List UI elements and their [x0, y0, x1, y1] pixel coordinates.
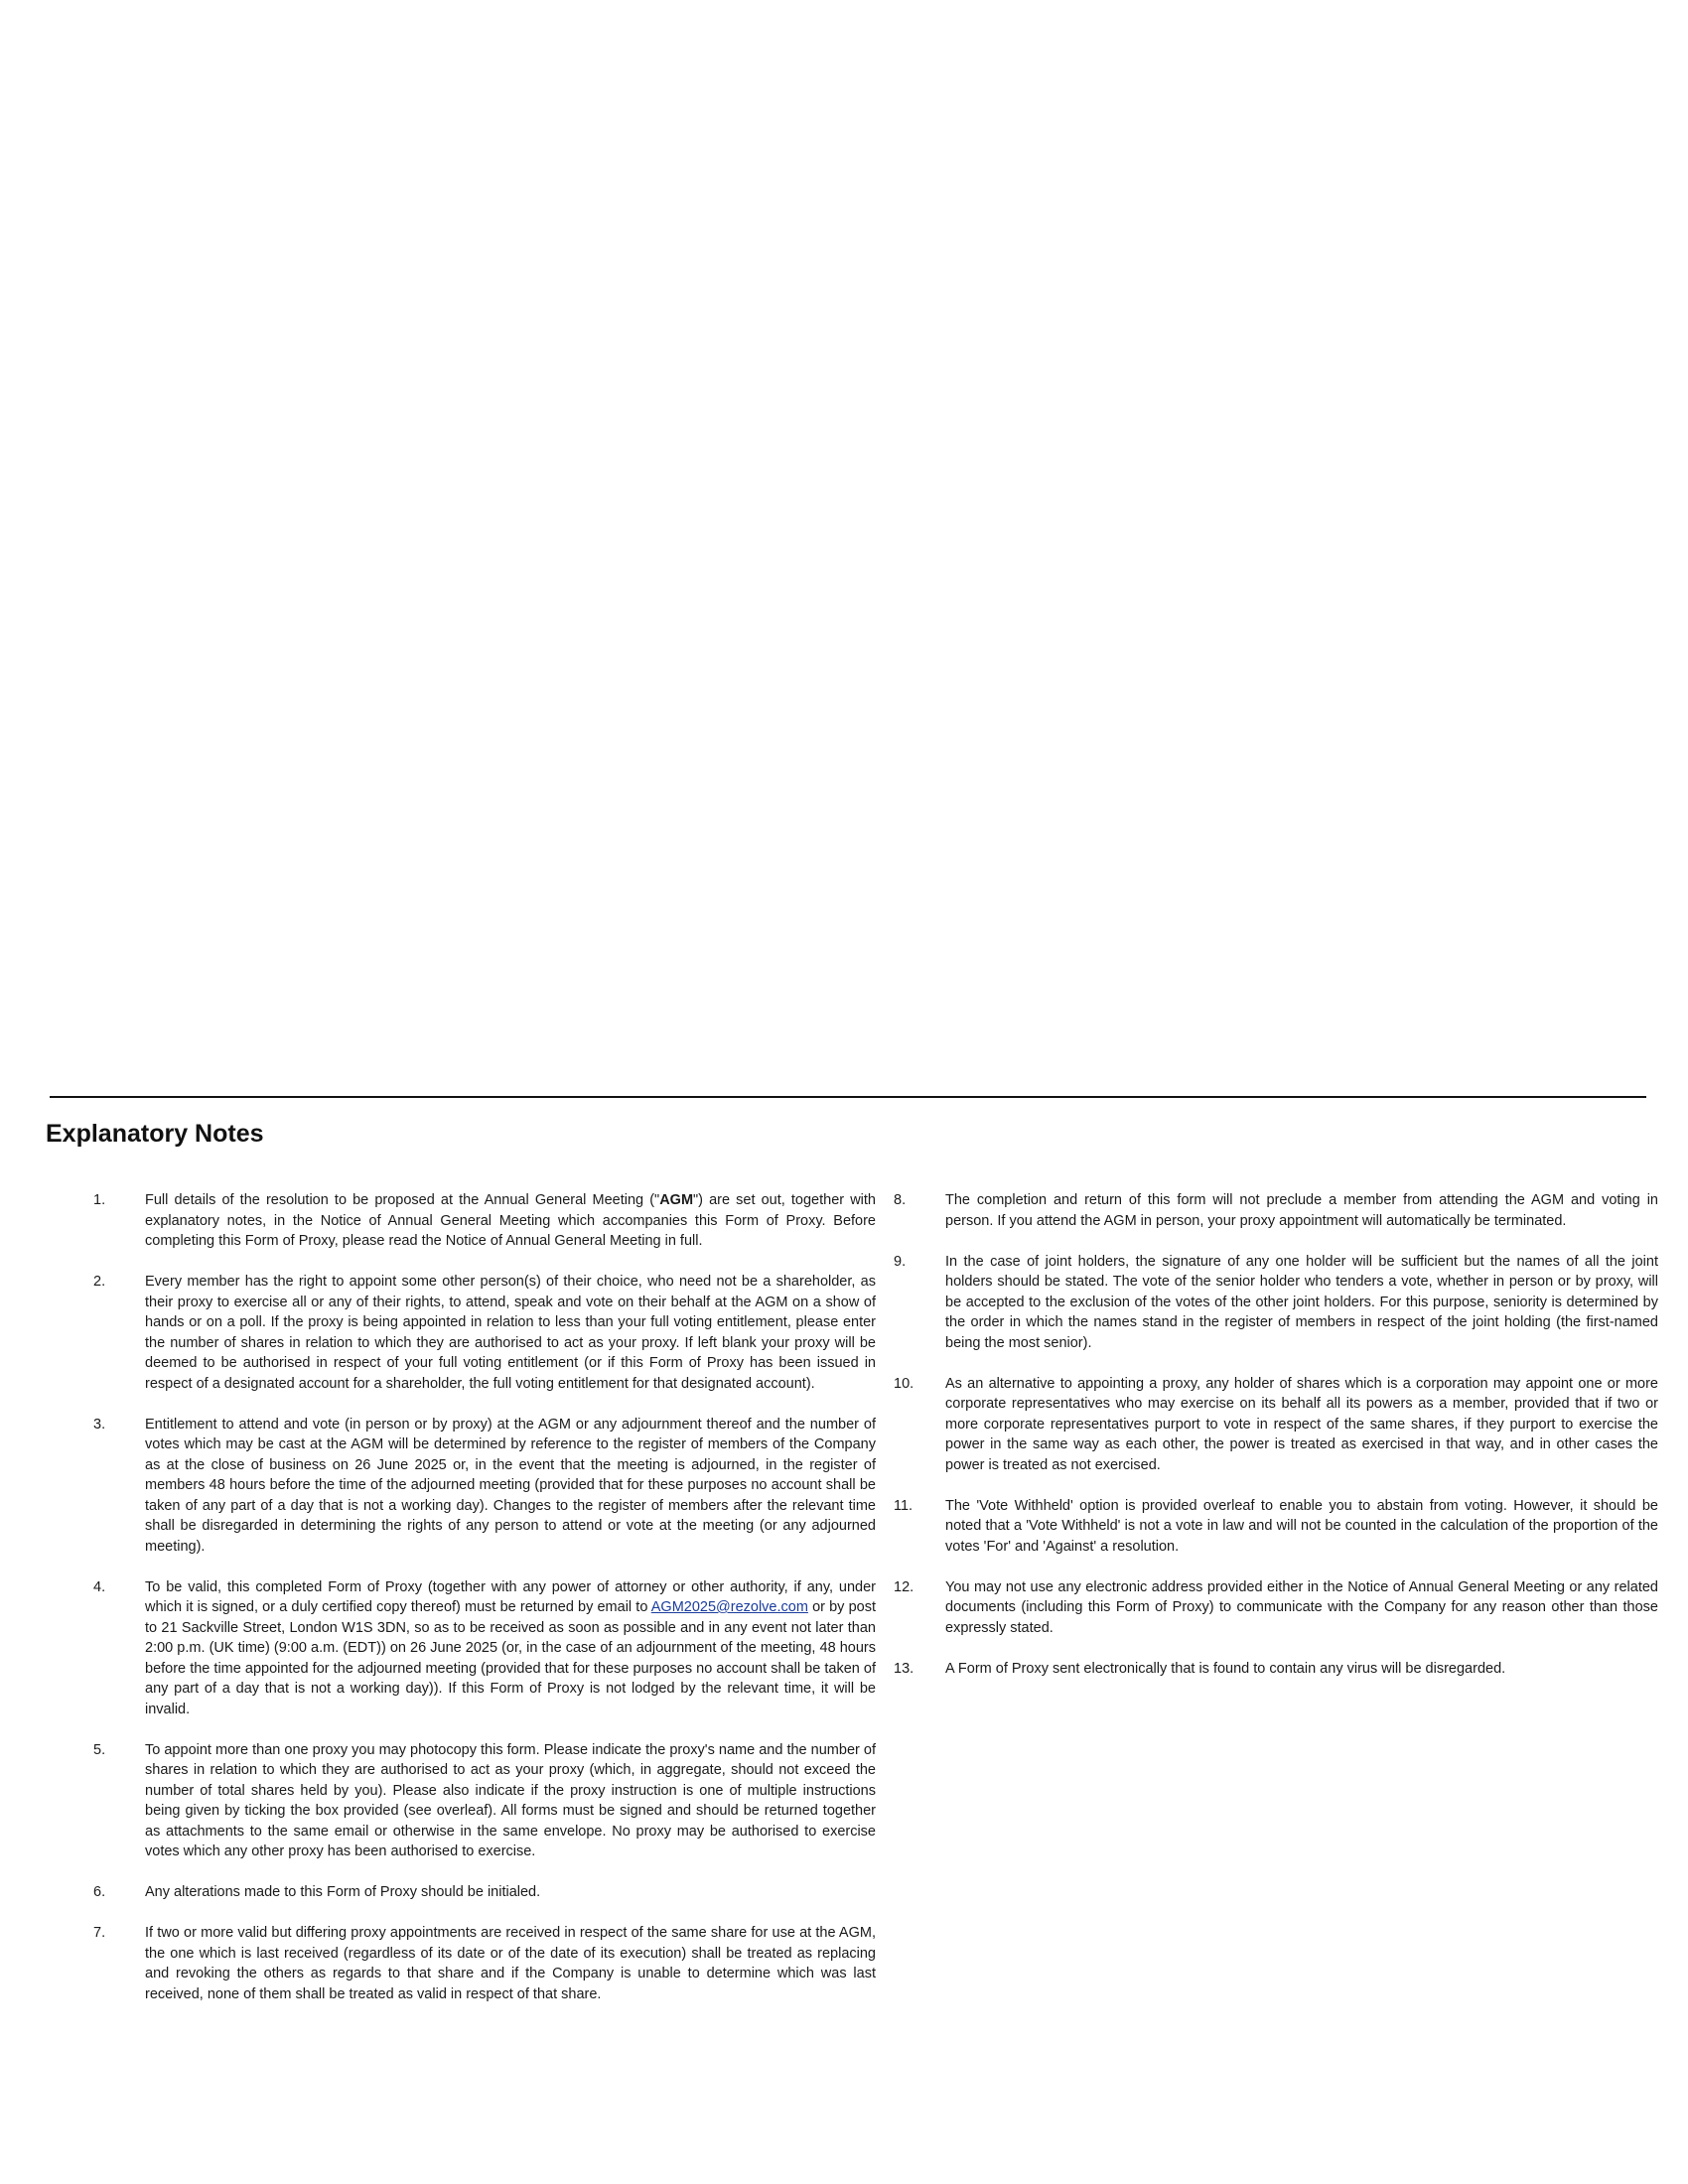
note-number: 13.	[894, 1660, 914, 1677]
note-text: You may not use any electronic address provided either in the Notice of Annual General Meeting or any related documents (including this Form of Proxy) to communicate with the Company for any reason other than those expressly stated.	[945, 1578, 1658, 1636]
note-text: Entitlement to attend and vote (in person or by proxy) at the AGM or any adjournment thereof and the number of votes which may be cast at the AGM will be determined by reference to the register of members of the Company as at the close of business on 26 June 2025 or, in the event that the meeting is adjourned, in the register of members 48 hours before the time of the adjourned meeting (provided that for these purposes no account shall be taken of any part of a day that is not a working day). Changes to the register of members after the relevant time shall be disregarded in determining the rights of any person to attend or vote at the meeting (or any adjourned meeting).	[145, 1416, 876, 1555]
note-text: The completion and return of this form will not preclude a member from attending the AGM and voting in person. If you attend the AGM in person, your proxy appointment will automatically be terminated.	[945, 1192, 1658, 1229]
note-3	[93, 1415, 876, 1558]
note-5	[93, 1740, 876, 1862]
notes-column-right	[894, 1190, 1658, 1700]
note-text: To be valid, this completed Form of Proxy (together with any power of attorney or other authority, if any, under which it is signed, or a duly certified copy thereof) must be returned by email to AGM2025@rezolve.com or by post to 21 Sackville Street, London W1S 3DN, so as to be received as soon as possible and in any event not later than 2:00 p.m. (UK time) (9:00 a.m. (EDT)) on 26 June 2025 (or, in the case of an adjournment of the meeting, 48 hours before the time appointed for the adjourned meeting (provided that for these purposes no account shall be taken of any part of a day that is not a working day)). If this Form of Proxy is not lodged by the relevant time, it will be invalid.	[145, 1578, 876, 1717]
note-number: 8.	[894, 1192, 907, 1208]
note-text: As an alternative to appointing a proxy, any holder of shares which is a corporation may appoint one or more corporate representatives who may exercise on its behalf all its powers as a member, provided that if two or more corporate representatives purport to vote in respect of the same shares, if they purport to exercise the power in the same way as each other, the power is treated as exercised in that way, and in other cases the power is treated as not exercised.	[945, 1375, 1658, 1473]
note-number: 2.	[93, 1274, 106, 1290]
note-text: Any alterations made to this Form of Proxy should be initialed.	[145, 1884, 541, 1900]
note-text: The 'Vote Withheld' option is provided overleaf to enable you to abstain from voting. However, it should be noted that a 'Vote Withheld' is not a vote in law and will not be counted in the calculation of the proportion of the votes 'For' and 'Against' a resolution.	[945, 1497, 1658, 1555]
agm-term: AGM	[659, 1192, 694, 1208]
note-number: 7.	[93, 1925, 106, 1941]
note-6	[93, 1882, 876, 1903]
note-text: If two or more valid but differing proxy appointments are received in respect of the same share for use at the AGM, the one which is last received (regardless of its date or of the date of its execution) shall be treated as replacing and revoking the others as regards to that share and if the Company is unable to determine which was last received, none of them shall be treated as valid in respect of that share.	[145, 1925, 876, 2002]
note-text: A Form of Proxy sent electronically that is found to contain any virus will be disregarded.	[945, 1660, 1506, 1677]
note-number: 11.	[894, 1497, 914, 1514]
notes-column-left	[93, 1190, 876, 2025]
note-text: Every member has the right to appoint some other person(s) of their choice, who need not be a shareholder, as their proxy to exercise all or any of their rights, to attend, speak and vote on their behalf at the AGM on a show of hands or on a poll. If the proxy is being appointed in relation to less than your full voting entitlement, please enter the number of shares in relation to which they are authorised to act as your proxy. If left blank your proxy will be deemed to be authorised in respect of your full voting entitlement (or if this Form of Proxy has been issued in respect of a designated account for a shareholder, the full voting entitlement for that designated account).	[145, 1274, 876, 1392]
note-number: 4.	[93, 1578, 106, 1595]
note-number: 9.	[894, 1253, 907, 1270]
section-divider	[50, 1096, 1646, 1098]
note-10	[894, 1374, 1658, 1476]
note-number: 5.	[93, 1741, 106, 1758]
note-2	[93, 1272, 876, 1394]
note-9	[894, 1252, 1658, 1354]
note-number: 10.	[894, 1375, 914, 1392]
note-number: 12.	[894, 1578, 914, 1595]
note-text: To appoint more than one proxy you may photocopy this form. Please indicate the proxy's name and the number of shares in relation to which they are authorised to act as your proxy (which, in aggregate, should not exceed the number of total shares held by you). Please also indicate if the proxy instruction is one of multiple instructions being given by ticking the box provided (see overleaf). All forms must be signed and should be returned together as attachments to the same email or otherwise in the same envelope. No proxy may be authorised to exercise votes which any other proxy has been authorised to exercise.	[145, 1741, 876, 1859]
email-link[interactable]: AGM2025@rezolve.com	[650, 1599, 808, 1615]
note-text: In the case of joint holders, the signature of any one holder will be sufficient but the names of all the joint holders should be stated. The vote of the senior holder who tenders a vote, whether in person or by proxy, will be accepted to the exclusion of the votes of the other joint holders. For this purpose, seniority is determined by the order in which the names stand in the register of members in respect of the joint holding (the first-named being the most senior).	[945, 1253, 1658, 1351]
page-title: Explanatory Notes	[46, 1120, 264, 1148]
note-number: 1.	[93, 1192, 106, 1208]
note-1	[93, 1190, 876, 1252]
note-11	[894, 1496, 1658, 1558]
note-7	[93, 1923, 876, 2004]
note-number: 3.	[93, 1416, 106, 1433]
note-8	[894, 1190, 1658, 1231]
note-13	[894, 1659, 1658, 1680]
note-number: 6.	[93, 1884, 106, 1900]
note-text: Full details of the resolution to be proposed at the Annual General Meeting ("AGM") are set out, together with explanatory notes, in the Notice of Annual General Meeting which accompanies this Form of Proxy. Before completing this Form of Proxy, please read the Notice of Annual General Meeting in full.	[145, 1192, 877, 1249]
note-12	[894, 1577, 1658, 1639]
note-4	[93, 1577, 876, 1720]
